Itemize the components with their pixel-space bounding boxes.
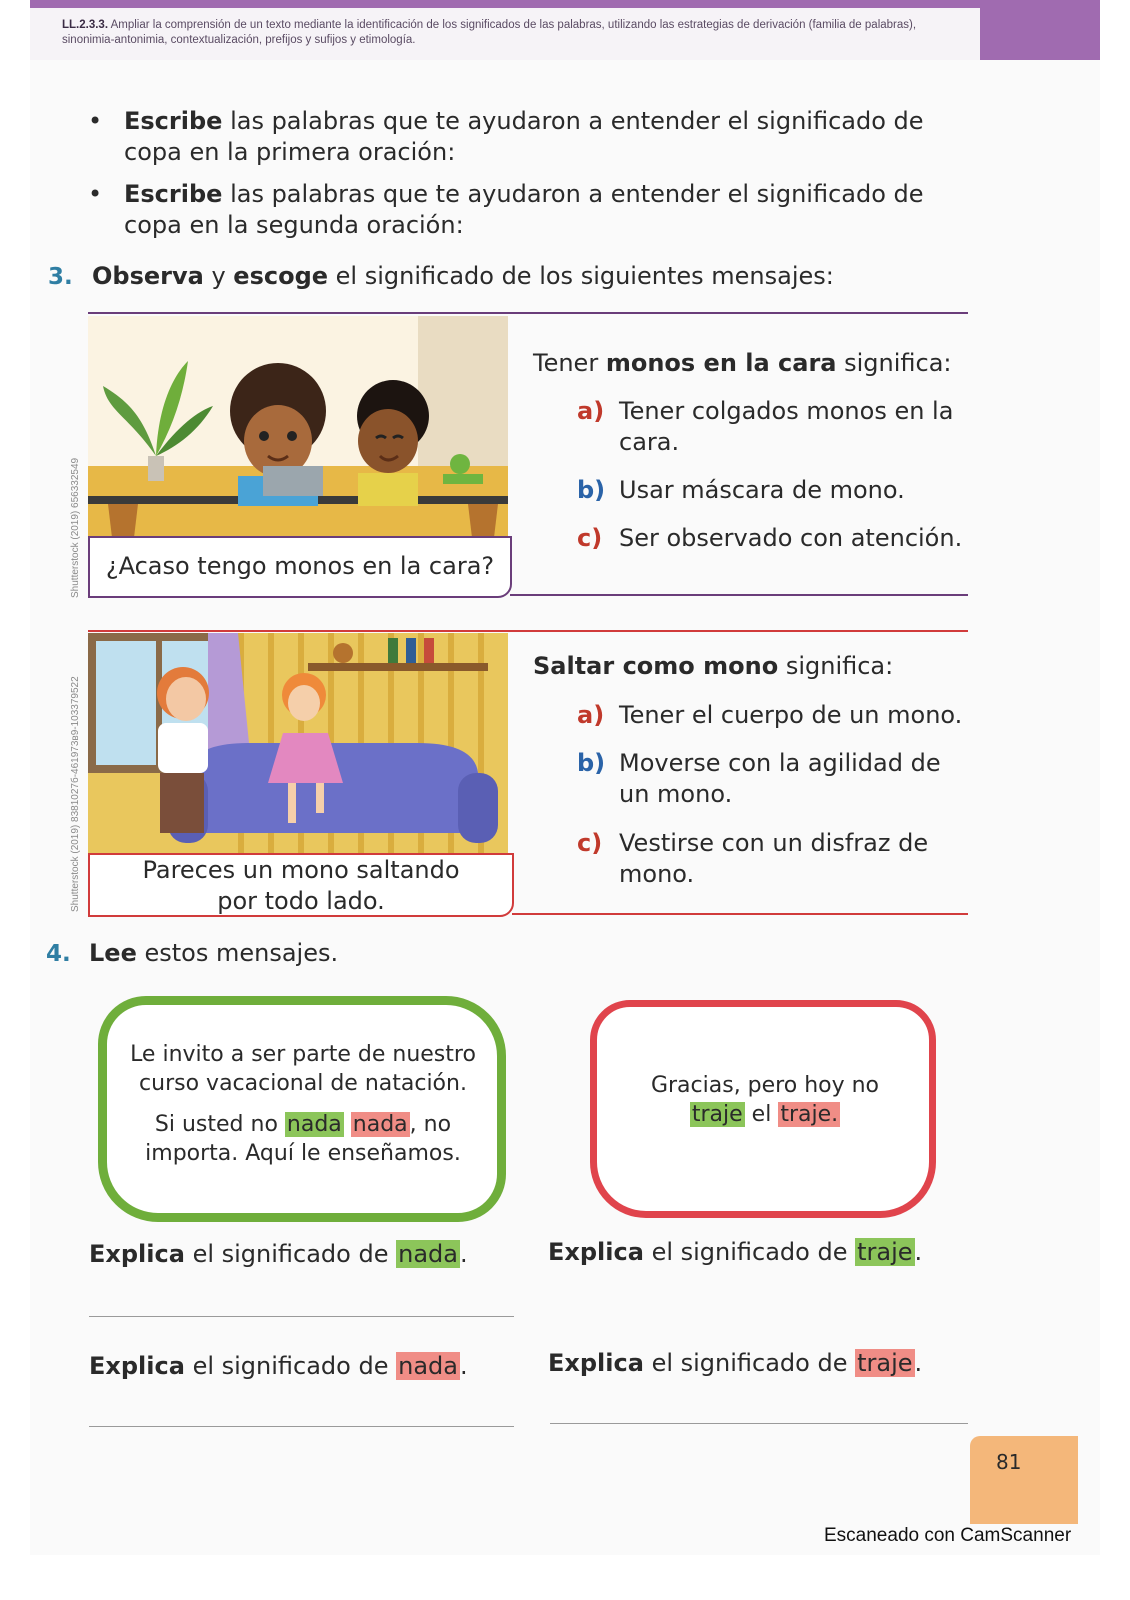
option-letter: b): [577, 476, 606, 504]
green-bubble-pre: Si usted no: [154, 1112, 285, 1137]
option-letter: c): [577, 524, 603, 552]
green-bubble-line-2: [138, 1110, 468, 1168]
explica-word: traje: [857, 1238, 913, 1266]
skill-code: LL.2.3.3.: [62, 19, 109, 31]
question-3-text: [92, 262, 834, 290]
question-4-text: [89, 939, 338, 967]
explica-rest: el significado de: [184, 1240, 397, 1268]
red-bubble-line-1: Gracias, pero hoy no: [650, 1073, 880, 1098]
explica-word: nada: [398, 1352, 458, 1380]
option-1b[interactable]: [577, 475, 972, 506]
explica-verb: Explica: [548, 1349, 644, 1377]
option-text: Tener el cuerpo de un mono.: [619, 701, 963, 729]
explica-end: .: [914, 1238, 923, 1266]
explica-verb: Explica: [89, 1352, 185, 1380]
option-text: Moverse con la agilidad de un mono.: [619, 749, 941, 808]
prompt-post: significa:: [778, 652, 894, 680]
block-1-bottom-rule: [510, 594, 968, 596]
explica-traje-green: [548, 1238, 922, 1266]
word-traje-green: traje: [691, 1102, 743, 1127]
word-nada-red: nada: [352, 1112, 408, 1137]
option-letter: c): [577, 829, 603, 857]
red-bubble-text: [620, 1071, 910, 1129]
block-2-bottom-rule: [512, 913, 968, 915]
q3-rest: el significado de los siguientes mensajes:: [328, 262, 834, 290]
green-bubble-post: , no importa. Aquí le enseñamos.: [145, 1112, 461, 1166]
q3-connector: y: [203, 262, 234, 290]
option-1c[interactable]: [577, 523, 972, 554]
option-text: Vestirse con un disfraz de mono.: [619, 829, 929, 888]
bullet-text: las palabras que te ayudaron a entender el significado de copa en la primera oración:: [124, 107, 924, 166]
page-number: 81: [996, 1450, 1022, 1474]
bullet-text: las palabras que te ayudaron a entender el significado de copa en la segunda oración:: [124, 180, 924, 239]
option-letter: a): [577, 701, 605, 729]
q3-verb-2: escoge: [233, 262, 329, 290]
section-divider: [88, 312, 968, 314]
question-4-number: 4.: [46, 941, 71, 967]
answer-line[interactable]: [89, 1426, 514, 1427]
explica-rest: el significado de: [184, 1352, 397, 1380]
option-text: Tener colgados monos en la cara.: [619, 397, 954, 456]
bullet-dot: •: [88, 107, 103, 135]
option-2b[interactable]: [577, 748, 972, 810]
girl-jumping-illustration: [88, 633, 508, 855]
answer-line[interactable]: [550, 1423, 968, 1424]
explica-verb: Explica: [548, 1238, 644, 1266]
word-nada-green: nada: [286, 1112, 342, 1137]
explica-traje-red: [548, 1349, 922, 1377]
prompt-phrase: monos en la cara: [605, 349, 837, 377]
q4-verb: Lee: [89, 939, 137, 967]
prompt-pre: Tener: [533, 349, 606, 377]
skill-description: [62, 18, 962, 48]
word-traje-red: traje.: [780, 1102, 839, 1127]
option-text: Usar máscara de mono.: [619, 476, 905, 504]
red-bubble-mid: el: [744, 1102, 779, 1127]
option-letter: a): [577, 397, 605, 425]
bullet-verb: Escribe: [124, 107, 223, 135]
bullet-item-2: [88, 179, 988, 241]
kids-laptop-illustration: [88, 316, 508, 568]
green-bubble-line-1: Le invito a ser parte de nuestro curso vacacional de natación.: [130, 1042, 476, 1096]
option-2c[interactable]: [577, 828, 972, 890]
explica-word: nada: [398, 1240, 458, 1268]
bullet-item-1: [88, 106, 988, 168]
option-1a[interactable]: [577, 396, 972, 458]
option-text: Ser observado con atención.: [619, 524, 963, 552]
explica-nada-green: [89, 1240, 468, 1268]
skill-text: Ampliar la comprensión de un texto mediante la identificación de los significados de las palabras, utilizando las estrategias de derivación (familia de palabras), sinonimia-antonimia, contextualización, prefijos y sufijos y etimología.: [62, 19, 917, 46]
prompt-post: significa:: [836, 349, 952, 377]
explica-verb: Explica: [89, 1240, 185, 1268]
explica-end: .: [459, 1240, 468, 1268]
q4-rest: estos mensajes.: [136, 939, 339, 967]
page-number-tab: [970, 1436, 1078, 1524]
question-3-number: 3.: [48, 264, 73, 290]
explica-end: .: [459, 1352, 468, 1380]
option-letter: b): [577, 749, 606, 777]
explica-nada-red: [89, 1352, 468, 1380]
photo-credit-2: Shutterstock (2019) 8381027б-461973в9-103379522: [70, 676, 81, 912]
explica-word: traje: [857, 1349, 913, 1377]
answer-line[interactable]: [89, 1316, 514, 1317]
option-2a[interactable]: [577, 700, 977, 731]
bullet-verb: Escribe: [124, 180, 223, 208]
caption-monos-cara: ¿Acaso tengo monos en la cara?: [88, 536, 512, 598]
block-2-top-rule: [88, 630, 968, 632]
green-message-bubble: [98, 996, 506, 1222]
prompt-saltar-mono: [533, 652, 893, 680]
prompt-monos-cara: [533, 349, 952, 377]
photo-credit-1: Shutterstock (2019) 656332549: [70, 457, 81, 598]
prompt-phrase: Saltar como mono: [533, 652, 779, 680]
bullet-dot: •: [88, 180, 103, 208]
explica-rest: el significado de: [643, 1349, 856, 1377]
caption-mono-saltando: Pareces un mono saltando por todo lado.: [88, 853, 514, 917]
explica-end: .: [914, 1349, 923, 1377]
explica-rest: el significado de: [643, 1238, 856, 1266]
scanner-watermark: Escaneado con CamScanner: [824, 1525, 1072, 1546]
q3-verb-1: Observa: [92, 262, 204, 290]
